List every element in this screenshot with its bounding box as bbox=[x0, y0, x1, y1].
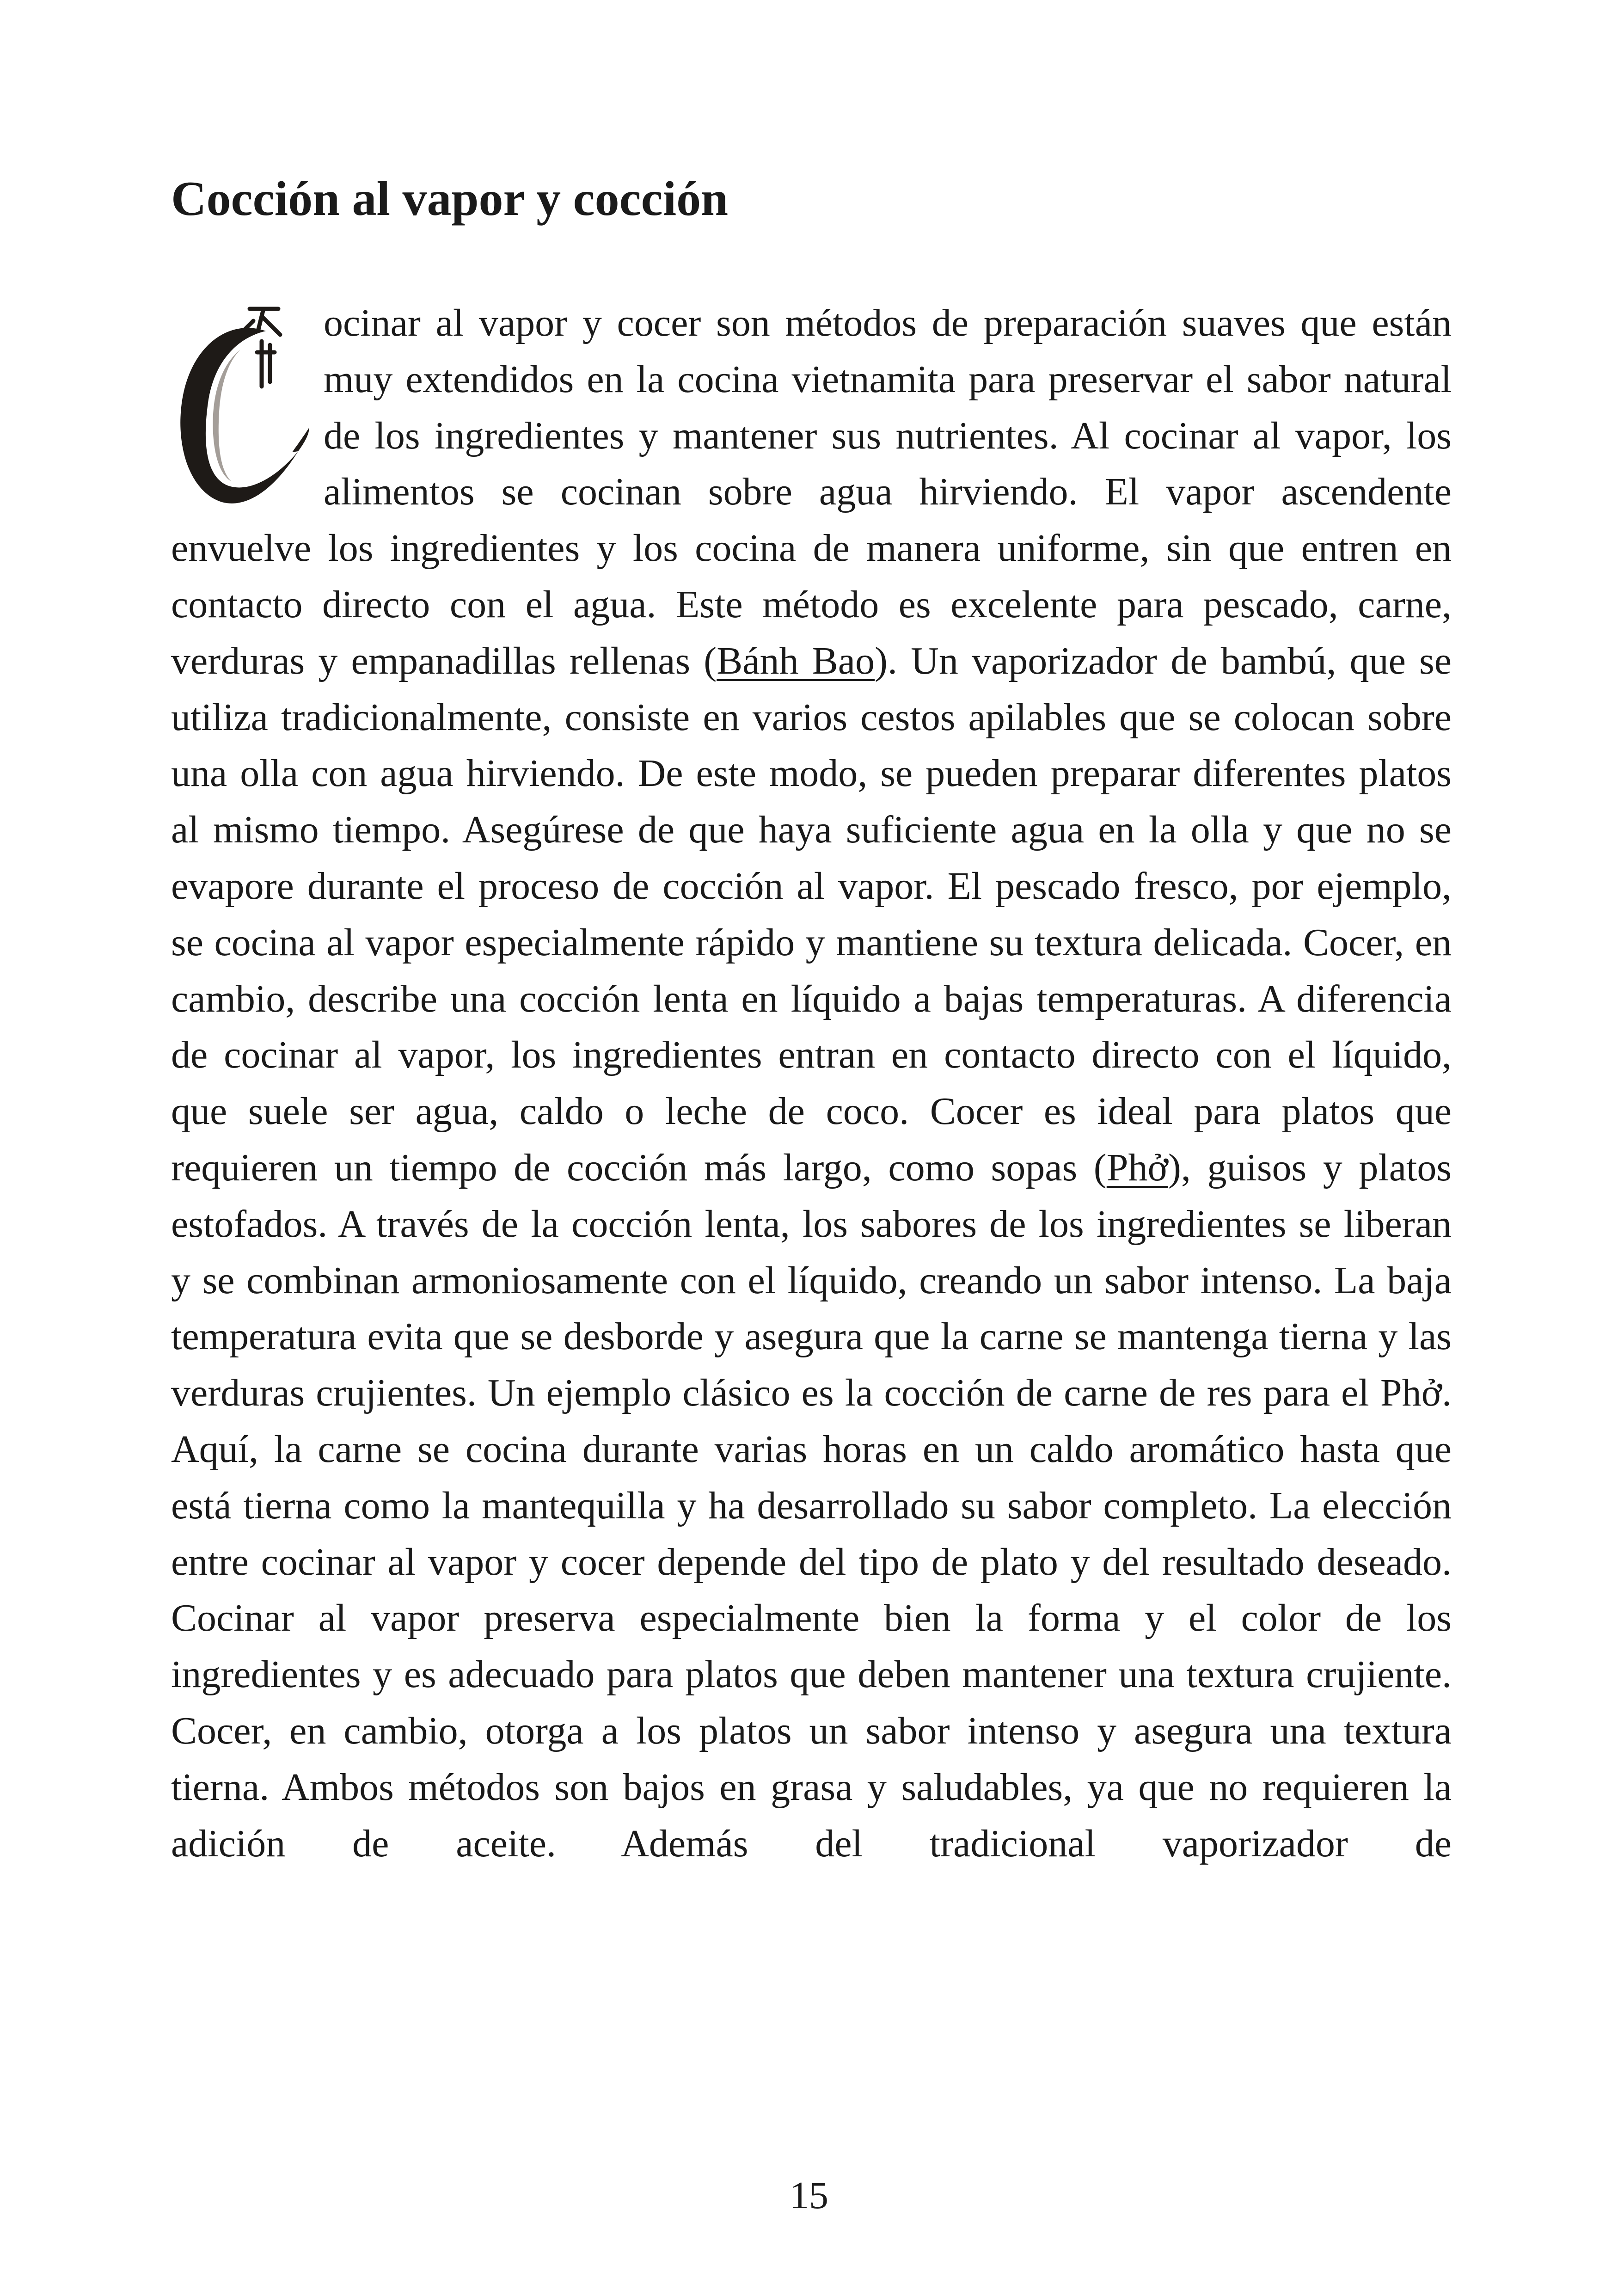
first-word-rest: ocinar bbox=[324, 301, 421, 344]
page-number: 15 bbox=[790, 2174, 828, 2217]
text-segment-1: al vapor y cocer son métodos de preparación suaves que están muy extendidos en la cocina vietnamita para preservar el sabor natural de los ingredientes y mantener sus nutrientes. Al cocinar al vapor, los alimentos se cocinan sobre agua hirviendo. El vapor ascendente envuelve los ingredientes y los cocina de manera uniforme, sin que entren en contacto directo con el agua. Este método es excelente para pescado, carne, verduras y empanadillas rellenas ( bbox=[171, 301, 1452, 682]
text-segment-2: ). Un vaporizador de bambú, que se utiliza tradicionalmente, consiste en varios cestos apilables que se colocan sobre una olla con agua hirviendo. De este modo, se pueden preparar diferentes platos al mismo tiempo. Asegúrese de que haya suficiente agua en la olla y que no se evapore durante el proceso de cocción al vapor. El pescado fresco, por ejemplo, se cocina al vapor especialmente rápido y mantiene su textura delicada. Cocer, en cambio, describe una cocción lenta en líquido a bajas temperaturas. A diferencia de cocinar al vapor, los ingredientes entran en contacto directo con el líquido, que suele ser agua, caldo o leche de coco. Cocer es ideal para platos que requieren un tiempo de cocción más largo, como sopas ( bbox=[171, 639, 1452, 1189]
link-banh-bao[interactable]: Bánh Bao bbox=[717, 639, 875, 682]
link-pho[interactable]: Phở bbox=[1106, 1146, 1168, 1189]
text-segment-3: ), guisos y platos estofados. A través de la cocción lenta, los sabores de los ingredientes se liberan y se combinan armoniosamente con el líquido, creando un sabor intenso. La baja temperatura evita que se desborde y asegura que la carne se mantenga tierna y las verduras crujientes. Un ejemplo clásico es la cocción de carne de res para el Phở. Aquí, la carne se cocina durante varias horas en un caldo aromático hasta que está tierna como la mantequilla y ha desarrollado su sabor completo. La elección entre cocinar al vapor y cocer depende del tipo de plato y del resultado deseado. Cocinar al vapor preserva especialmente bien la forma y el color de los ingredientes y es adecuado para platos que deben mantener una textura crujiente. Cocer, en cambio, otorga a los platos un sabor intenso y asegura una textura tierna. Ambos métodos son bajos en grasa y saludables, ya que no requieren la adición de aceite. Además del tradicional vaporizador de bbox=[171, 1146, 1452, 1865]
dropcap bbox=[171, 299, 324, 511]
calligraphic-c-icon bbox=[171, 299, 310, 516]
page-title: Cocción al vapor y cocción bbox=[171, 172, 729, 226]
body-paragraph bbox=[171, 295, 1452, 1872]
